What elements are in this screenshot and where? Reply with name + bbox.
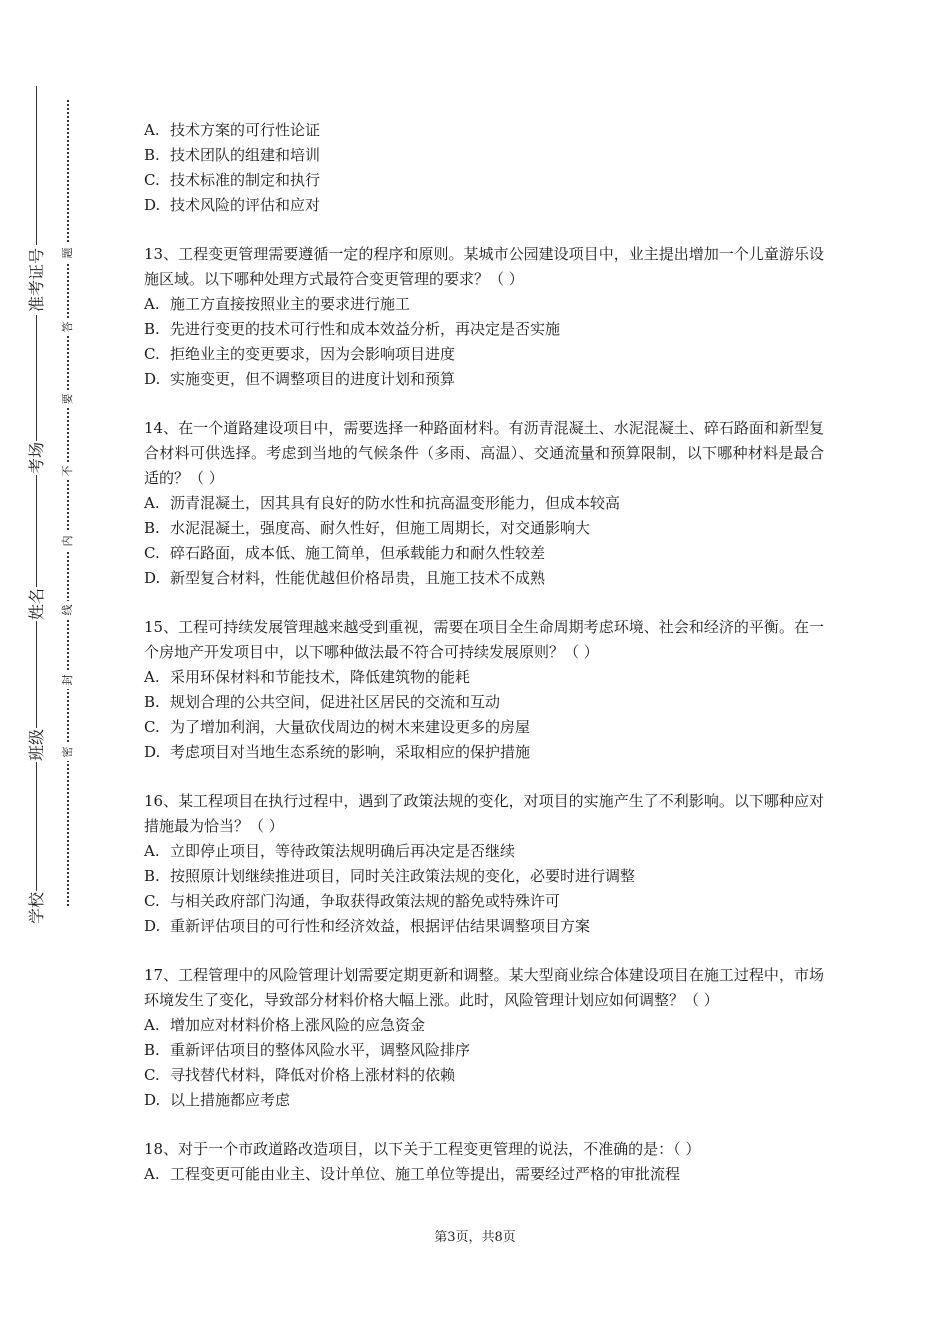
option-c (144, 541, 824, 566)
question-stem: 18、对于一个市政道路改造项目，以下关于工程变更管理的说法，不准确的是：（ ） (144, 1140, 701, 1158)
option-text: 沥青混凝土，因其具有良好的防水性和抗高温变形能力，但成本较高 (170, 494, 621, 512)
option-text: 技术风险的评估和应对 (170, 196, 321, 214)
option-b (144, 516, 824, 541)
option-letter: C. (144, 345, 160, 363)
field-label-class: 班级 (27, 729, 46, 762)
option-letter: A. (144, 1016, 160, 1034)
option-text: 寻找替代材料，降低对价格上涨材料的依赖 (170, 1066, 456, 1084)
seal-char: 答 (59, 318, 77, 336)
option-text: 施工方直接按照业主的要求进行施工 (170, 295, 411, 313)
option-letter: C. (144, 171, 160, 189)
option-d (144, 914, 824, 939)
option-text: 拒绝业主的变更要求，因为会影响项目进度 (170, 345, 456, 363)
option-b (144, 143, 824, 168)
option-text: 新型复合材料，性能优越但价格昂贵，且施工技术不成熟 (170, 569, 546, 587)
field-label-exam-room: 考场 (27, 442, 46, 475)
option-letter: A. (144, 121, 160, 139)
option-b (144, 690, 824, 715)
option-letter: A. (144, 1165, 160, 1183)
option-text: 技术方案的可行性论证 (170, 121, 321, 139)
option-letter: B. (144, 320, 160, 338)
option-letter: C. (144, 544, 160, 562)
seal-char: 封 (59, 671, 77, 689)
option-letter: A. (144, 295, 160, 313)
option-c (144, 168, 824, 193)
question-17 (144, 963, 824, 1113)
option-letter: A. (144, 494, 160, 512)
seal-char: 线 (59, 601, 77, 619)
option-b (144, 864, 824, 889)
question-stem: 15、工程可持续发展管理越来越受到重视，需要在项目全生命周期考虑环境、社会和经济的平衡。在一个房地产开发项目中，以下哪种做法最不符合可持续发展原则？（ ） (144, 618, 824, 661)
question-stem: 14、在一个道路建设项目中，需要选择一种路面材料。有沥青混凝土、水泥混凝土、碎石路面和新型复合材料可供选择。考虑到当地的气候条件（多雨、高温）、交通流量和预算限制，以下哪种材料是最合适的？（ ） (144, 419, 824, 487)
option-letter: D. (144, 917, 161, 935)
option-c (144, 342, 824, 367)
seal-char: 不 (59, 462, 77, 480)
option-a (144, 491, 824, 516)
option-letter: A. (144, 842, 160, 860)
binding-solid-line (36, 86, 37, 924)
option-letter: C. (144, 892, 160, 910)
option-text: 增加应对材料价格上涨风险的应急资金 (170, 1016, 426, 1034)
option-text: 工程变更可能由业主、设计单位、施工单位等提出，需要经过严格的审批流程 (170, 1165, 681, 1183)
option-text: 重新评估项目的整体风险水平，调整风险排序 (170, 1041, 471, 1059)
option-text: 与相关政府部门沟通，争取获得政策法规的豁免或特殊许可 (170, 892, 561, 910)
option-c (144, 715, 824, 740)
seal-char: 要 (59, 390, 77, 408)
exam-content (144, 118, 824, 1187)
continued-options (144, 118, 824, 218)
seal-char: 内 (59, 532, 77, 550)
option-letter: D. (144, 196, 161, 214)
question-stem: 16、某工程项目在执行过程中，遇到了政策法规的变化，对项目的实施产生了不利影响。以下哪种应对措施最为恰当？（ ） (144, 792, 824, 835)
option-letter: D. (144, 370, 161, 388)
question-15 (144, 615, 824, 765)
page-number: 第3页，共8页 (434, 1230, 516, 1245)
option-text: 为了增加利润，大量砍伐周边的树木来建设更多的房屋 (170, 718, 531, 736)
option-text: 规划合理的公共空间，促进社区居民的交流和互动 (170, 693, 501, 711)
seal-char: 题 (59, 244, 77, 262)
option-letter: D. (144, 1091, 161, 1109)
option-letter: B. (144, 519, 160, 537)
option-text: 先进行变更的技术可行性和成本效益分析，再决定是否实施 (170, 320, 561, 338)
option-d (144, 367, 824, 392)
field-label-exam-number: 准考证号 (27, 245, 47, 315)
field-label-name: 姓名 (27, 588, 46, 621)
field-label-school: 学校 (27, 892, 46, 925)
option-text: 水泥混凝土，强度高、耐久性好，但施工周期长，对交通影响大 (170, 519, 591, 537)
option-letter: C. (144, 718, 160, 736)
option-text: 立即停止项目，等待政策法规明确后再决定是否继续 (170, 842, 516, 860)
page-footer (0, 1229, 950, 1247)
binding-margin (0, 0, 100, 1344)
option-text: 重新评估项目的可行性和经济效益，根据评估结果调整项目方案 (170, 917, 591, 935)
option-letter: B. (144, 693, 160, 711)
option-d (144, 193, 824, 218)
option-text: 考虑项目对当地生态系统的影响，采取相应的保护措施 (170, 743, 531, 761)
option-a (144, 1013, 824, 1038)
option-text: 碎石路面，成本低、施工简单，但承载能力和耐久性较差 (170, 544, 546, 562)
option-b (144, 317, 824, 342)
option-c (144, 889, 824, 914)
option-a (144, 292, 824, 317)
option-letter: B. (144, 1041, 160, 1059)
question-13 (144, 242, 824, 392)
question-stem: 13、工程变更管理需要遵循一定的程序和原则。某城市公园建设项目中，业主提出增加一个儿童游乐设施区域。以下哪种处理方式最符合变更管理的要求？（ ） (144, 245, 824, 288)
option-text: 实施变更，但不调整项目的进度计划和预算 (170, 370, 456, 388)
option-text: 技术标准的制定和执行 (170, 171, 321, 189)
question-14 (144, 416, 824, 591)
option-text: 采用环保材料和节能技术，降低建筑物的能耗 (170, 668, 471, 686)
option-letter: B. (144, 146, 160, 164)
question-stem: 17、工程管理中的风险管理计划需要定期更新和调整。某大型商业综合体建设项目在施工过程中，市场环境发生了变化，导致部分材料价格大幅上涨。此时，风险管理计划应如何调整？（ ） (144, 966, 824, 1009)
question-16 (144, 789, 824, 939)
option-d (144, 1088, 824, 1113)
question-18 (144, 1137, 824, 1187)
option-text: 技术团队的组建和培训 (170, 146, 321, 164)
option-a (144, 118, 824, 143)
option-text: 按照原计划继续推进项目，同时关注政策法规的变化，必要时进行调整 (170, 867, 636, 885)
option-letter: A. (144, 668, 160, 686)
option-d (144, 740, 824, 765)
option-d (144, 566, 824, 591)
option-c (144, 1063, 824, 1088)
option-text: 以上措施都应考虑 (170, 1091, 291, 1109)
binding-dotted-line (67, 100, 69, 906)
option-letter: B. (144, 867, 160, 885)
seal-char: 密 (59, 743, 77, 761)
option-a (144, 665, 824, 690)
option-b (144, 1038, 824, 1063)
option-letter: D. (144, 743, 161, 761)
option-letter: D. (144, 569, 161, 587)
option-a (144, 839, 824, 864)
option-letter: C. (144, 1066, 160, 1084)
option-a (144, 1162, 824, 1187)
